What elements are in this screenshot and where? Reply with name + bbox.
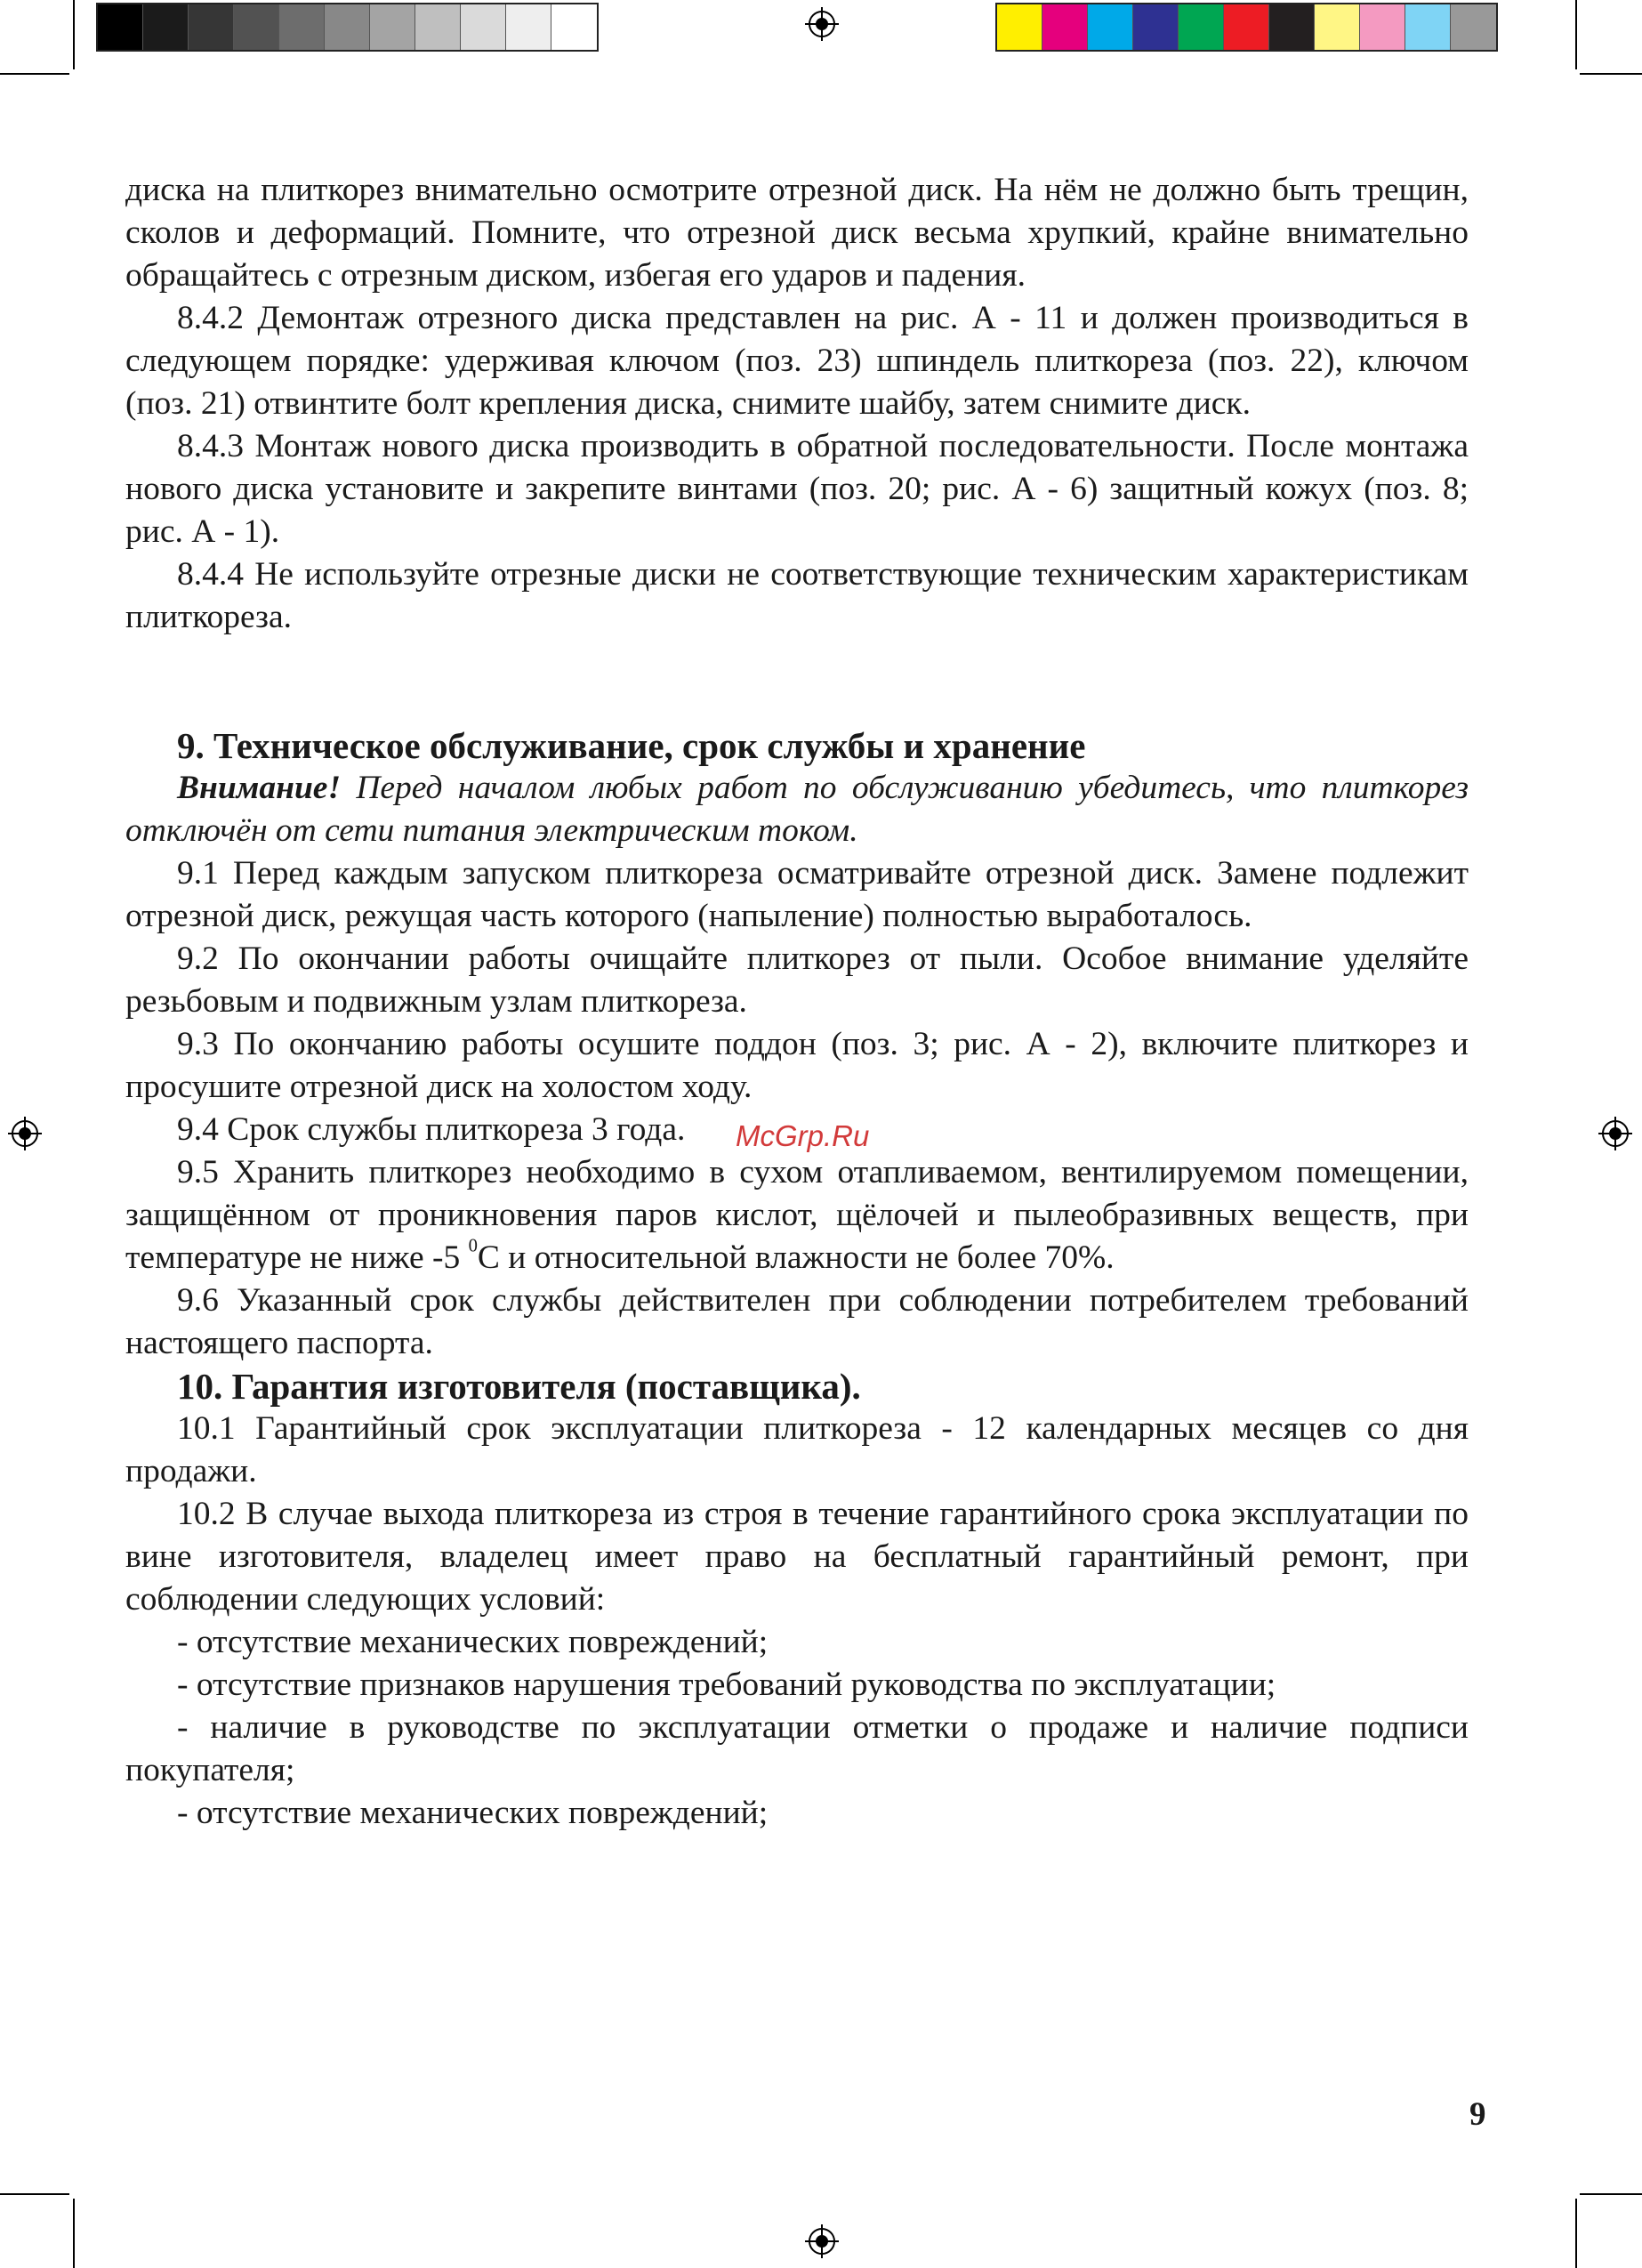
gray-swatch <box>506 4 551 50</box>
section-heading-9: 9. Техническое обслуживание, срок службы и хранение <box>177 725 1086 766</box>
gray-swatch <box>461 4 506 50</box>
paragraph-9-1: 9.1 Перед каждым запуском плиткореза осматривайте отрезной диск. Замене подлежит отрезной диск, режущая часть которого (напыление) полностью выработалось. <box>125 855 1469 934</box>
page-number: 9 <box>1469 2096 1486 2133</box>
color-swatch <box>1042 4 1088 50</box>
registration-mark-icon <box>1598 1117 1632 1150</box>
crop-mark <box>1575 2199 1577 2268</box>
color-swatch <box>1088 4 1133 50</box>
gray-swatch <box>325 4 370 50</box>
list-item: - отсутствие механических повреждений; <box>177 1624 769 1660</box>
gray-swatch <box>98 4 143 50</box>
color-calibration-strip <box>995 3 1498 52</box>
crop-mark <box>1580 73 1642 75</box>
paragraph-8-4-4: 8.4.4 Не используйте отрезные диски не соответствующие техническим характеристикам плиткореза. <box>125 556 1469 635</box>
watermark: McGrp.Ru <box>736 1119 870 1152</box>
crop-mark <box>73 2199 75 2268</box>
paragraph-9-5 <box>125 1151 1469 1279</box>
color-swatch <box>997 4 1042 50</box>
gray-swatch <box>189 4 234 50</box>
paragraph: диска на плиткорез внимательно осмотрите отрезной диск. На нём не должно быть трещин, сколов и деформаций. Помните, что отрезной диск весьма хрупкий, крайне внимательно обращайтесь с отрезным диском, избегая его ударов и падения. <box>125 172 1469 294</box>
list-item: - отсутствие механических повреждений; <box>177 1795 769 1831</box>
paragraph-9-4: 9.4 Срок службы плиткореза 3 года. <box>177 1111 686 1148</box>
crop-mark <box>0 73 69 75</box>
paragraph-8-4-2: 8.4.2 Демонтаж отрезного диска представлен на рис. А - 11 и должен производиться в следующем порядке: удерживая ключом (поз. 23) шпиндель плиткореза (поз. 22), ключом (поз. 21) отвинтите болт крепления диска, снимите шайбу, затем снимите диск. <box>125 300 1469 422</box>
section-spacer <box>125 639 1469 724</box>
paragraph-9-5-tail: С и относительной влажности не более 70%. <box>477 1239 1115 1276</box>
color-swatch <box>1179 4 1224 50</box>
color-swatch <box>1269 4 1315 50</box>
color-swatch <box>1224 4 1269 50</box>
crop-mark <box>1575 0 1577 69</box>
grayscale-calibration-strip <box>96 3 599 52</box>
paragraph-9-3: 9.3 По окончанию работы осушите поддон (поз. 3; рис. А - 2), включите плиткорез и просушите отрезной диск на холостом ходу. <box>125 1026 1469 1105</box>
gray-swatch <box>551 4 597 50</box>
gray-swatch <box>234 4 279 50</box>
registration-mark-icon <box>805 2224 839 2258</box>
color-swatch <box>1405 4 1451 50</box>
crop-mark <box>0 2193 69 2195</box>
warning-text: Перед началом любых работ по обслуживанию убедитесь, что плиткорез отключён от сети питания электрическим током. <box>125 770 1469 849</box>
crop-mark <box>73 0 75 69</box>
paragraph-10-2: 10.2 В случае выхода плиткореза из строя в течение гарантийного срока эксплуатации по вине изготовителя, владелец имеет право на бесплатный гарантийный ремонт, при соблюдении следующих условий: <box>125 1496 1469 1618</box>
paragraph-9-2: 9.2 По окончании работы очищайте плиткорез от пыли. Особое внимание уделяйте резьбовым и подвижным узлам плиткореза. <box>125 940 1469 1020</box>
gray-swatch <box>279 4 325 50</box>
list-item: - наличие в руководстве по эксплуатации отметки о продаже и наличие подписи покупателя; <box>125 1709 1469 1788</box>
gray-swatch <box>370 4 415 50</box>
registration-mark-icon <box>8 1117 42 1150</box>
section-heading-10: 10. Гарантия изготовителя (поставщика). <box>177 1366 861 1407</box>
registration-mark-icon <box>805 7 839 41</box>
paragraph-9-5-text: 9.5 Хранить плиткорез необходимо в сухом отапливаемом, вентилируемом помещении, защищённом от проникновения паров кислот, щёлочей и пылеобразивных веществ, при температуре не ниже -5 <box>125 1154 1469 1276</box>
color-swatch <box>1133 4 1179 50</box>
document-body <box>125 169 1469 1835</box>
list-item: - отсутствие признаков нарушения требований руководства по эксплуатации; <box>177 1667 1276 1703</box>
degree-superscript: 0 <box>468 1236 478 1256</box>
paragraph-10-1: 10.1 Гарантийный срок эксплуатации плиткореза - 12 календарных месяцев со дня продажи. <box>125 1410 1469 1489</box>
paragraph-8-4-3: 8.4.3 Монтаж нового диска производить в обратной последовательности. После монтажа нового диска установите и закрепите винтами (поз. 20; рис. А - 6) защитный кожух (поз. 8; рис. А - 1). <box>125 428 1469 550</box>
warning-note <box>125 767 1469 852</box>
gray-swatch <box>415 4 461 50</box>
warning-label: Внимание! <box>177 770 342 806</box>
paragraph-9-6: 9.6 Указанный срок службы действителен при соблюдении потребителем требований настоящего паспорта. <box>125 1282 1469 1361</box>
gray-swatch <box>143 4 189 50</box>
color-swatch <box>1360 4 1405 50</box>
crop-mark <box>1580 2193 1642 2195</box>
color-swatch <box>1451 4 1496 50</box>
color-swatch <box>1315 4 1360 50</box>
